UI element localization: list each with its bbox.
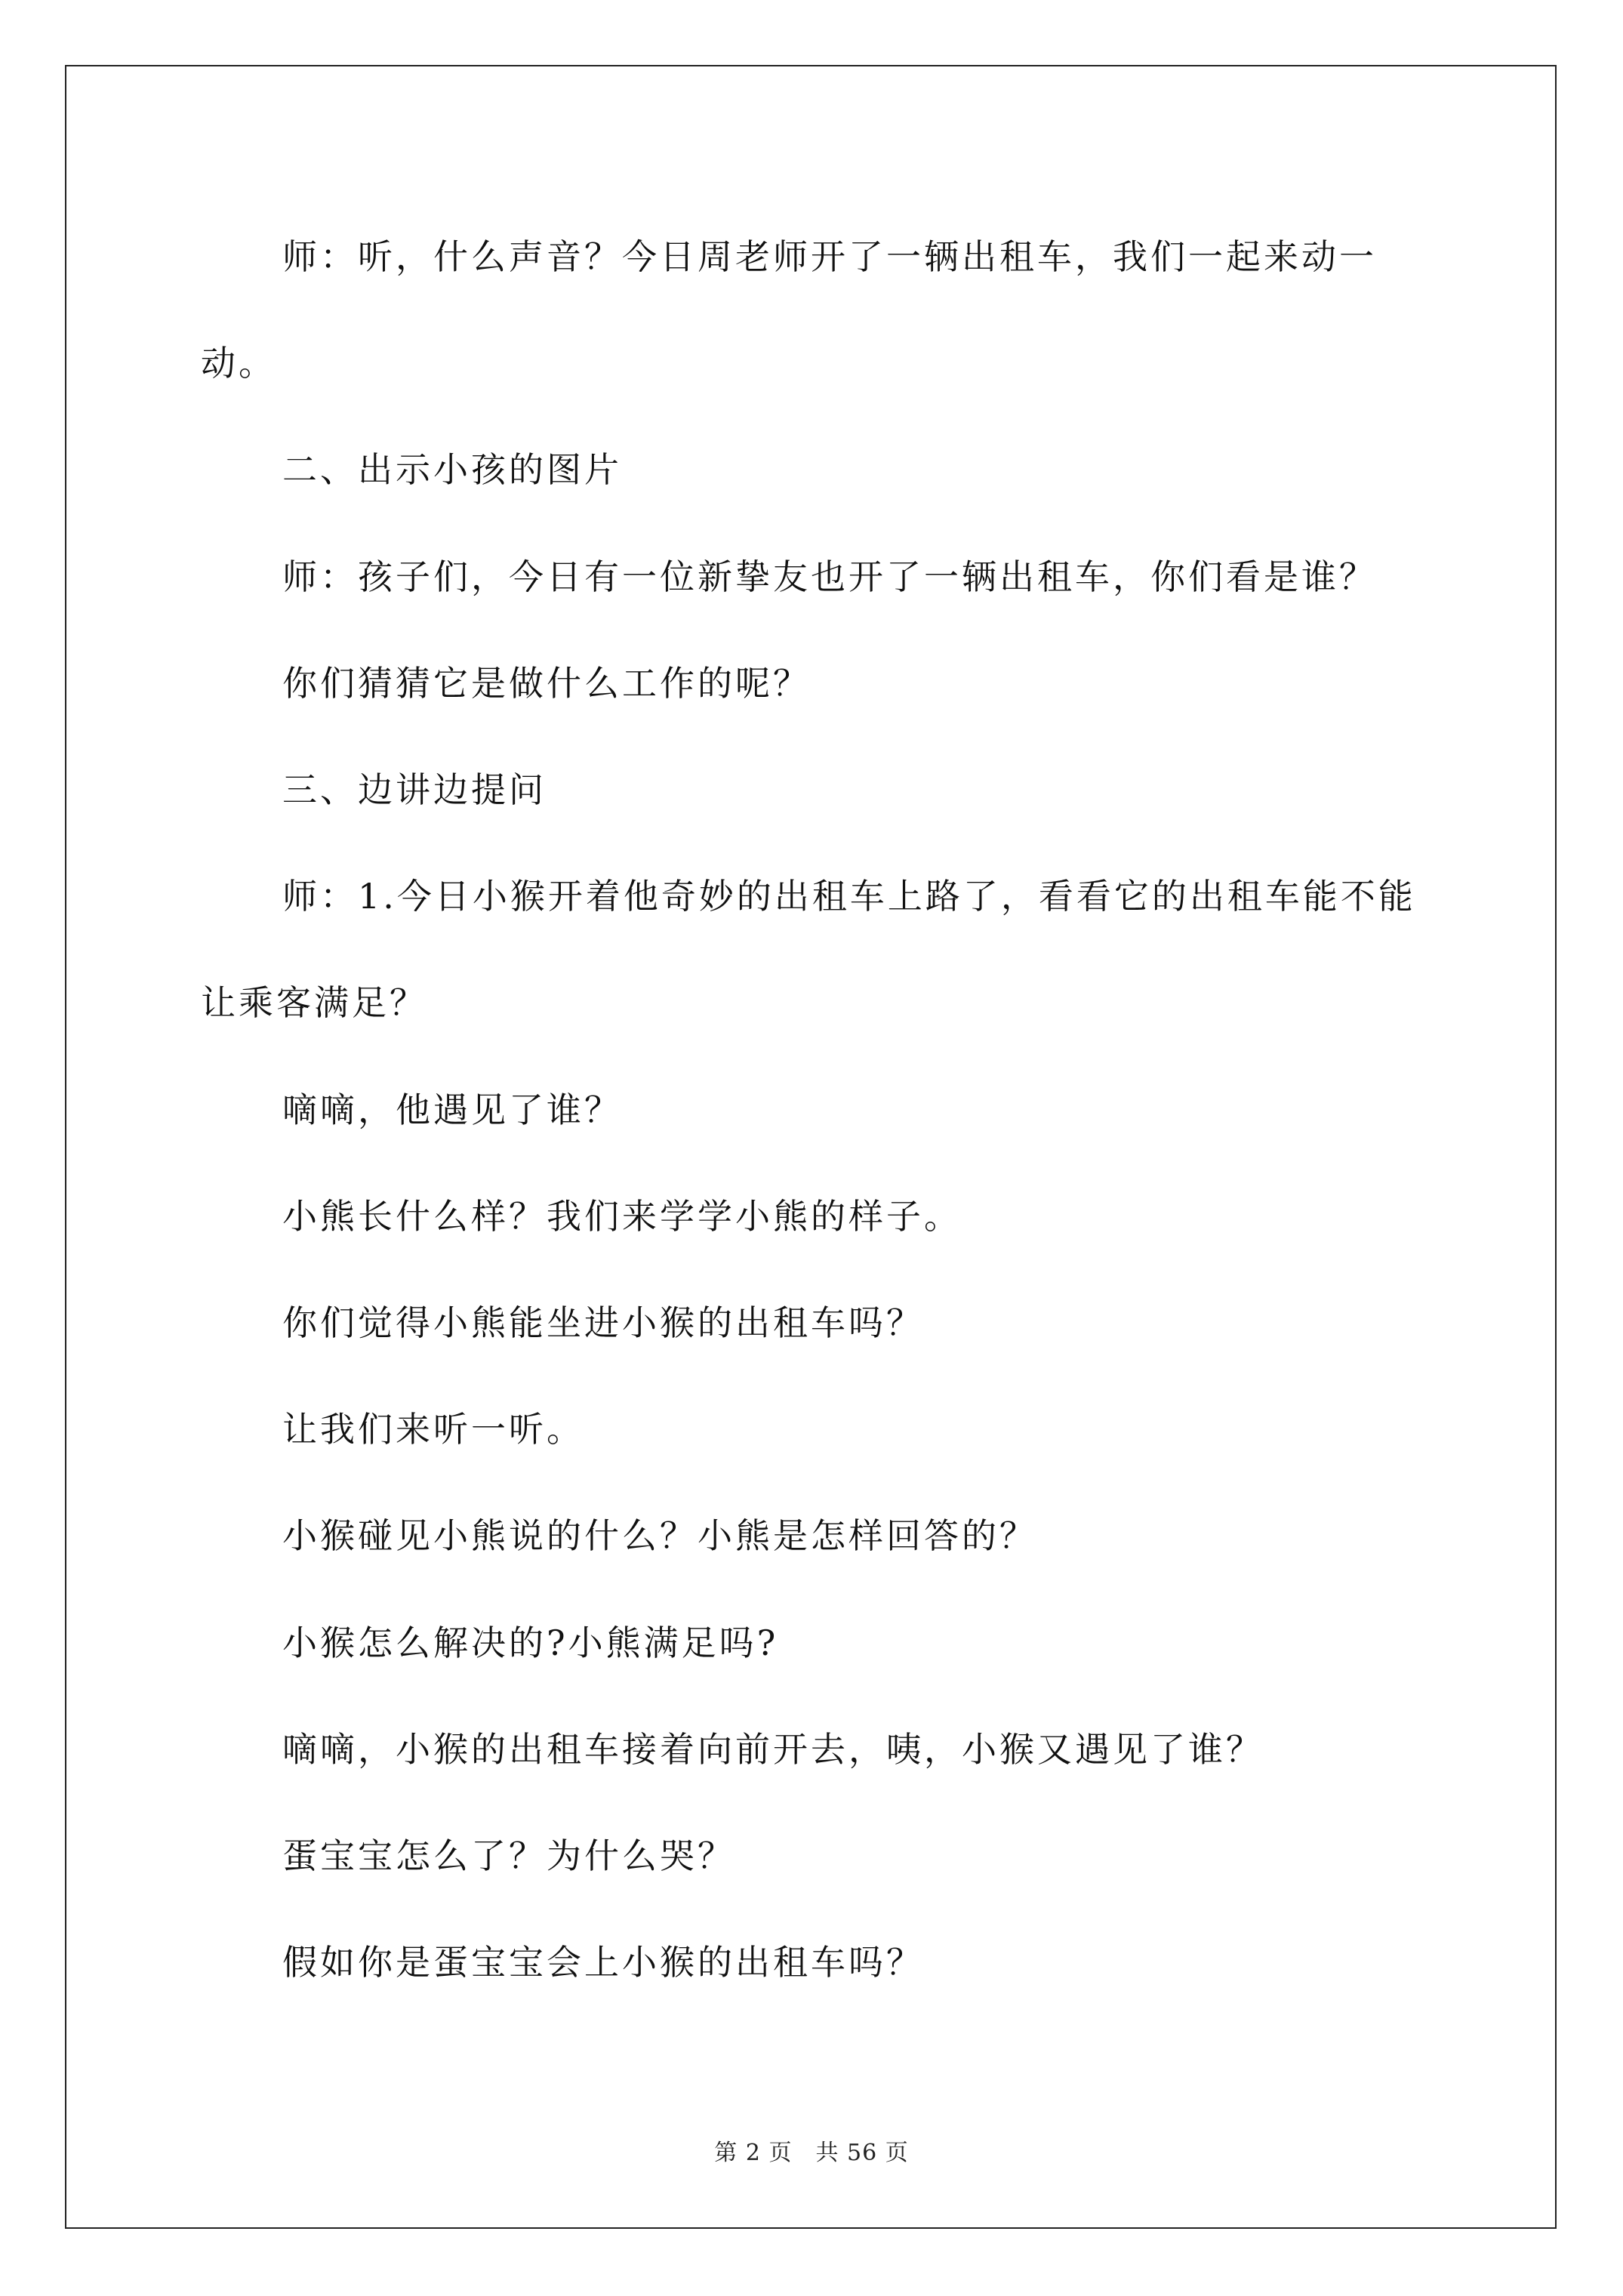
paragraph-15: 假如你是蛋宝宝会上小猴的出租车吗？ — [282, 1942, 924, 1983]
page-number-footer: 第 2 页 共 56 页 — [714, 2140, 909, 2166]
paragraph-9: 你们觉得小熊能坐进小猴的出租车吗？ — [282, 1302, 924, 1344]
paragraph-4: 你们猜猜它是做什么工作的呢？ — [282, 662, 811, 704]
document-body — [201, 219, 1439, 2016]
paragraph-14: 蛋宝宝怎么了？为什么哭？ — [282, 1835, 735, 1877]
paragraph-7: 嘀嘀，他遇见了谁？ — [282, 1089, 622, 1130]
paragraph-3: 师：孩子们，今日有一位新挚友也开了一辆出租车，你们看是谁？ — [282, 556, 1377, 597]
paragraph-11: 小猴碰见小熊说的什么？小熊是怎样回答的？ — [282, 1515, 1037, 1557]
paragraph-2: 二、出示小孩的图片 — [282, 449, 622, 491]
paragraph-8: 小熊长什么样？我们来学学小熊的样子。 — [282, 1195, 962, 1237]
paragraph-12: 小猴怎么解决的?小熊满足吗? — [282, 1622, 779, 1663]
paragraph-1: 师：听，什么声音？今日周老师开了一辆出租车，我们一起来动一动。 — [201, 236, 1377, 384]
paragraph-5: 三、边讲边提问 — [282, 769, 547, 811]
paragraph-6: 师：1.今日小猴开着他奇妙的出租车上路了，看看它的出租车能不能让乘客满足？ — [201, 876, 1416, 1024]
paragraph-10: 让我们来听一听。 — [282, 1409, 584, 1450]
paragraph-13: 嘀嘀，小猴的出租车接着向前开去，咦，小猴又遇见了谁？ — [282, 1728, 1264, 1770]
